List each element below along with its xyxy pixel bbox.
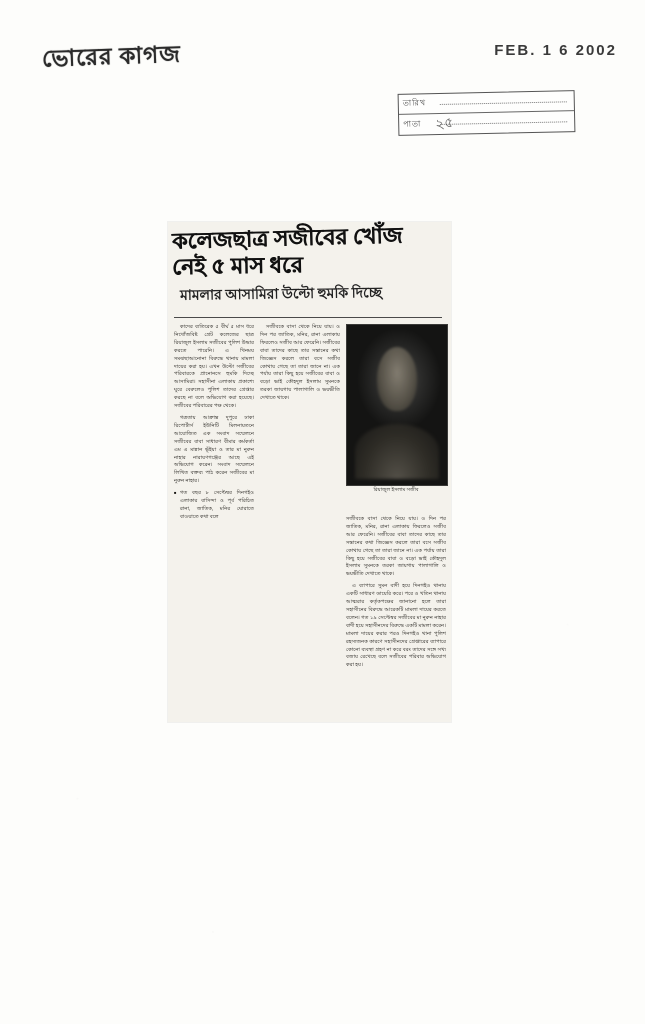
photo-shoulders-region (355, 424, 439, 478)
article-photo (346, 324, 448, 486)
headline-block (171, 222, 447, 306)
article-column-1 (174, 324, 254, 526)
paragraph: কাদের ব্যতিরেক ৫ বীর্ঘ ৫ মাস ধরে নিখোঁজবিষ্ট গ্রেট কলেজের ছাত্র রিয়াজুল ইসলাম সজীবের পুলিশ উদ্ধার করতে পারেনি। এ খিনময় সমঝছাআনোনা বিরুদ্ধে থানায় মামলা দায়ের করা হয়। এখন উল্টো সজীবের পরিবারকে প্রানোনসে হুমকি দিচ্ছে আসামিরা। সহাসীনা এলাকায় প্রকাশ্যে ঘুরে বেরুলেও পুলিশ তাদের গ্রেপ্তার করছে না বলে অভিযোগ করা হয়েছে। সজীবের পরিবারের পক্ষ থেকে। (174, 324, 254, 410)
archive-stamp-date-label: তারিখ (402, 98, 427, 108)
subheadline: মামলার আসামিরা উল্টো হুমকি দিচ্ছে (179, 286, 383, 305)
archive-stamp-row-page (399, 111, 574, 135)
headline-line-2: নেই ৫ মাস ধরে (171, 252, 303, 280)
paragraph: সজীবকে বাসা থেকে নিয়ে যায়। ও দিন পর জাতিক, মনির, রানা এলাকায় ফিরলেও সজীব আর ফেরেনি। সজীবের বাবা তাদের কাছে তার সন্তানের কথা জিজ্ঞেস করলে তারা বসে সজীব কোথায় গেছে তা তারা জানে না। এক পর্যায় তারা কিছু হয়ে সজীবের বাবা ও বড়ো ভাই কৌহদুল ইসলাম সুমনকে তরকা জায়গায় পালাগালি ও ভয়ভীতি দেখাতে থাকে। (346, 516, 446, 578)
article-column-2 (260, 324, 340, 407)
headline-line-1: কলেজছাত্র সজীবের খোঁজ (171, 222, 403, 254)
article-column-3 (346, 516, 446, 674)
paragraph: সজীবকে বাসা থেকে নিয়ে যায়। ও দিন পর জাতিক, মনির, রানা এলাকায় ফিরলেও সজীব আর ফেরেনি। সজীবের বাবা তাদের কাছে তার সন্তানের কথা জিজ্ঞেস করলে তারা বসে সজীব কোথায় গেছে তা তারা জানে না। এক পর্যায় তারা কিছু হয়ে সজীবের বাবা ও বড়ো ভাই কৌহদুল ইসলাম সুমনকে তরকা জায়গায় পালাগালি ও ভয়ভীতি দেখাতে থাকে। (260, 324, 340, 402)
newspaper-name: ভোরের কাগজ (41, 41, 182, 72)
headline-divider (174, 317, 442, 318)
archive-stamp-date-dots (440, 100, 567, 105)
photo-face-region (377, 347, 417, 411)
archive-stamp-page-label: পাতা (403, 118, 422, 129)
archive-stamp-handwriting: ২৫ (434, 115, 455, 134)
photo-caption: রিয়াজুল ইসলাম সজীব (373, 488, 419, 493)
date-stamp: FEB. 1 6 2002 (494, 42, 617, 59)
newspaper-masthead (41, 37, 187, 76)
news-clipping (168, 222, 451, 722)
archive-stamp-page-dots (440, 120, 567, 125)
paragraph: ■ গত বছর ৮ সেপ্টেম্বর দিনগইও এলাকার বাসিন্দা ও পূর্ব পরিচিত রানা, জাতিক, মনির ঘোরাতে বাওয়াতে কথা বলে (174, 490, 254, 522)
paragraph: এ ব্যাপারে সুমন বাদী হয়ে দিনগইও থানায় একটি সাধারণ ডায়েরি করে। পরে ও খতিন থানায় আত্মরার কর্তৃকপক্ষের জানানো হলে তারা সহাসীনের বিরুদ্ধে আরেকটি মামলা দায়ের করতে বলেন। গত ১৯ সেপ্টেম্বর সজীবের মা নুরুন নাহার বাদী হয়ে সহাসীনদের বিরুদ্ধে একটি মামলা করেন। মামলা দায়ের করার পরও দিনগইও থানা পুলিশ রহস্যজনক কারণে সহাসীনদের গ্রেপ্তারের ব্যাপারে কোনো ব্যবস্থা গ্রহণ না করে বরং তাদের সঙ্গে সখ্য বজায় রেখেছে বলে সজীবের পরিবার অভিযোগ করা হয়। (346, 583, 446, 669)
paragraph: গত্রতায় আক্রান্ত দুপুরে ঢাকা রিপোর্টার্স ইউনিটি মিলনায়তনে আয়োজিত এক সংবাদ সম্মেলনে সজীবের বাবা সাধারণ বীমার কর্মকর্তা এম এ মান্নান ভূঁইয়া ও তার মা নুরুন নাহার নারায়ণগঞ্জের আছে এই অভিযোগ করেন। সংবাদ সম্মেলনে লিখিত বক্তব্য পাঠ করেন সজীবের মা নুরুন নাহার। (174, 414, 254, 485)
archive-stamp-box (398, 90, 576, 136)
